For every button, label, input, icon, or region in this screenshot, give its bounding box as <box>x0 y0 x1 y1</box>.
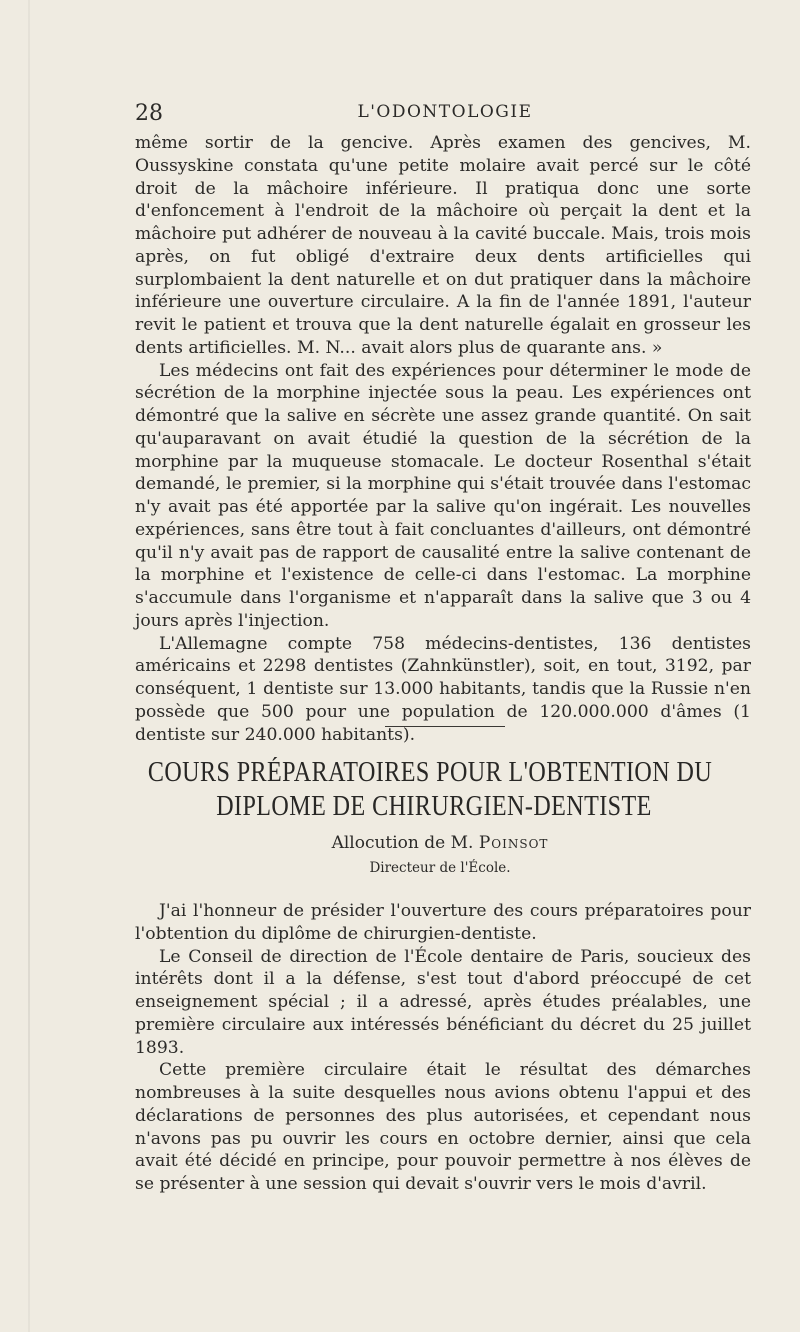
paragraph-circulaire: Cette première circulaire était le résultat des démarches nombreuses à la suite desquelles nous avions obtenu l'appui et des déclarations de personnes des plus autorisées, et cependant nous n'avons pas pu ouvrir les cours en octobre dernier, ainsi que cela avait été décidé en principe, pour pouvoir permettre à nos élèves de se présenter à une session qui devait s'ouvrir vers le mois d'avril. <box>135 1060 751 1194</box>
running-head: L'ODONTOLOGIE <box>357 102 533 122</box>
author-role: Directeur de l'École. <box>369 860 511 876</box>
binding-shadow <box>28 0 30 1332</box>
page-header <box>135 100 755 130</box>
byline-prefix: Allocution de M. <box>331 833 474 853</box>
section-divider <box>385 726 505 727</box>
paragraph-morphine: Les médecins ont fait des expériences pour déterminer le mode de sécrétion de la morphine injectée sous la peau. Les expériences ont démontré que la salive en sécrète une assez grande quantité. On sait qu'auparavant on avait étudié la question de la sécrétion de la morphine par la muqueuse stomacale. Le docteur Rosenthal s'était demandé, le premier, si la morphine qui s'était trouvée dans l'estomac n'y avait pas été apportée par la salive qu'on ingérait. Les nouvelles expériences, sans être tout à fait concluantes d'ailleurs, ont démontré qu'il n'y avait pas de rapport de causalité entre la salive contenant de la morphine et l'existence de celle-ci dans l'estomac. La morphine s'accumule dans l'organisme et n'apparaît dans la salive que 3 ou 4 jours après l'injection. <box>135 360 751 631</box>
article-1-body <box>135 132 751 746</box>
paragraph-opening: J'ai l'honneur de présider l'ouverture des cours préparatoires pour l'obtention du diplôme de chirurgien-dentiste. <box>135 901 751 944</box>
paragraph-continued: même sortir de la gencive. Après examen des gencives, M. Oussyskine constata qu'une petite molaire avait percé sur le côté droit de la mâchoire inférieure. Il pratiqua donc une sorte d'enfoncement à l'endroit de la mâchoire où perçait la dent et la mâchoire put adhérer de nouveau à la cavité buccale. Mais, trois mois après, on fut obligé d'extraire deux dents artificielles qui surplombaient la dent naturelle et on dut pratiquer dans la mâchoire inférieure une ouverture circulaire. A la fin de l'année 1891, l'auteur revit le patient et trouva que la dent naturelle égalait en grosseur les dents artificielles. M. N... avait alors plus de quarante ans. » <box>135 133 751 358</box>
author-name: Poinsot <box>478 833 549 853</box>
byline <box>90 833 790 853</box>
paragraph-dentist-statistics: L'Allemagne compte 758 médecins-dentistes, 136 dentistes américains et 2298 dentistes (Zahnkünstler), soit, en tout, 3192, par conséquent, 1 dentiste sur 13.000 habitants, tandis que la Russie n'en possède que 500 pour une population de 120.000.000 d'âmes (1 dentiste sur 240.000 habitants). <box>135 633 751 745</box>
page-number: 28 <box>135 101 163 126</box>
section-title-line-2: DIPLOME DE CHIRURGIEN-DENTISTE <box>216 791 652 822</box>
section-title-line-1: COURS PRÉPARATOIRES POUR L'OBTENTION DU <box>147 757 713 788</box>
article-2-body <box>135 900 751 1196</box>
paragraph-conseil: Le Conseil de direction de l'École dentaire de Paris, soucieux des intérêts dont il a la défense, s'est tout d'abord préoccupé de cet enseignement spécial ; il a adressé, après études préalables, une première circulaire aux intéressés bénéficiant du décret du 25 juillet 1893. <box>135 946 751 1058</box>
